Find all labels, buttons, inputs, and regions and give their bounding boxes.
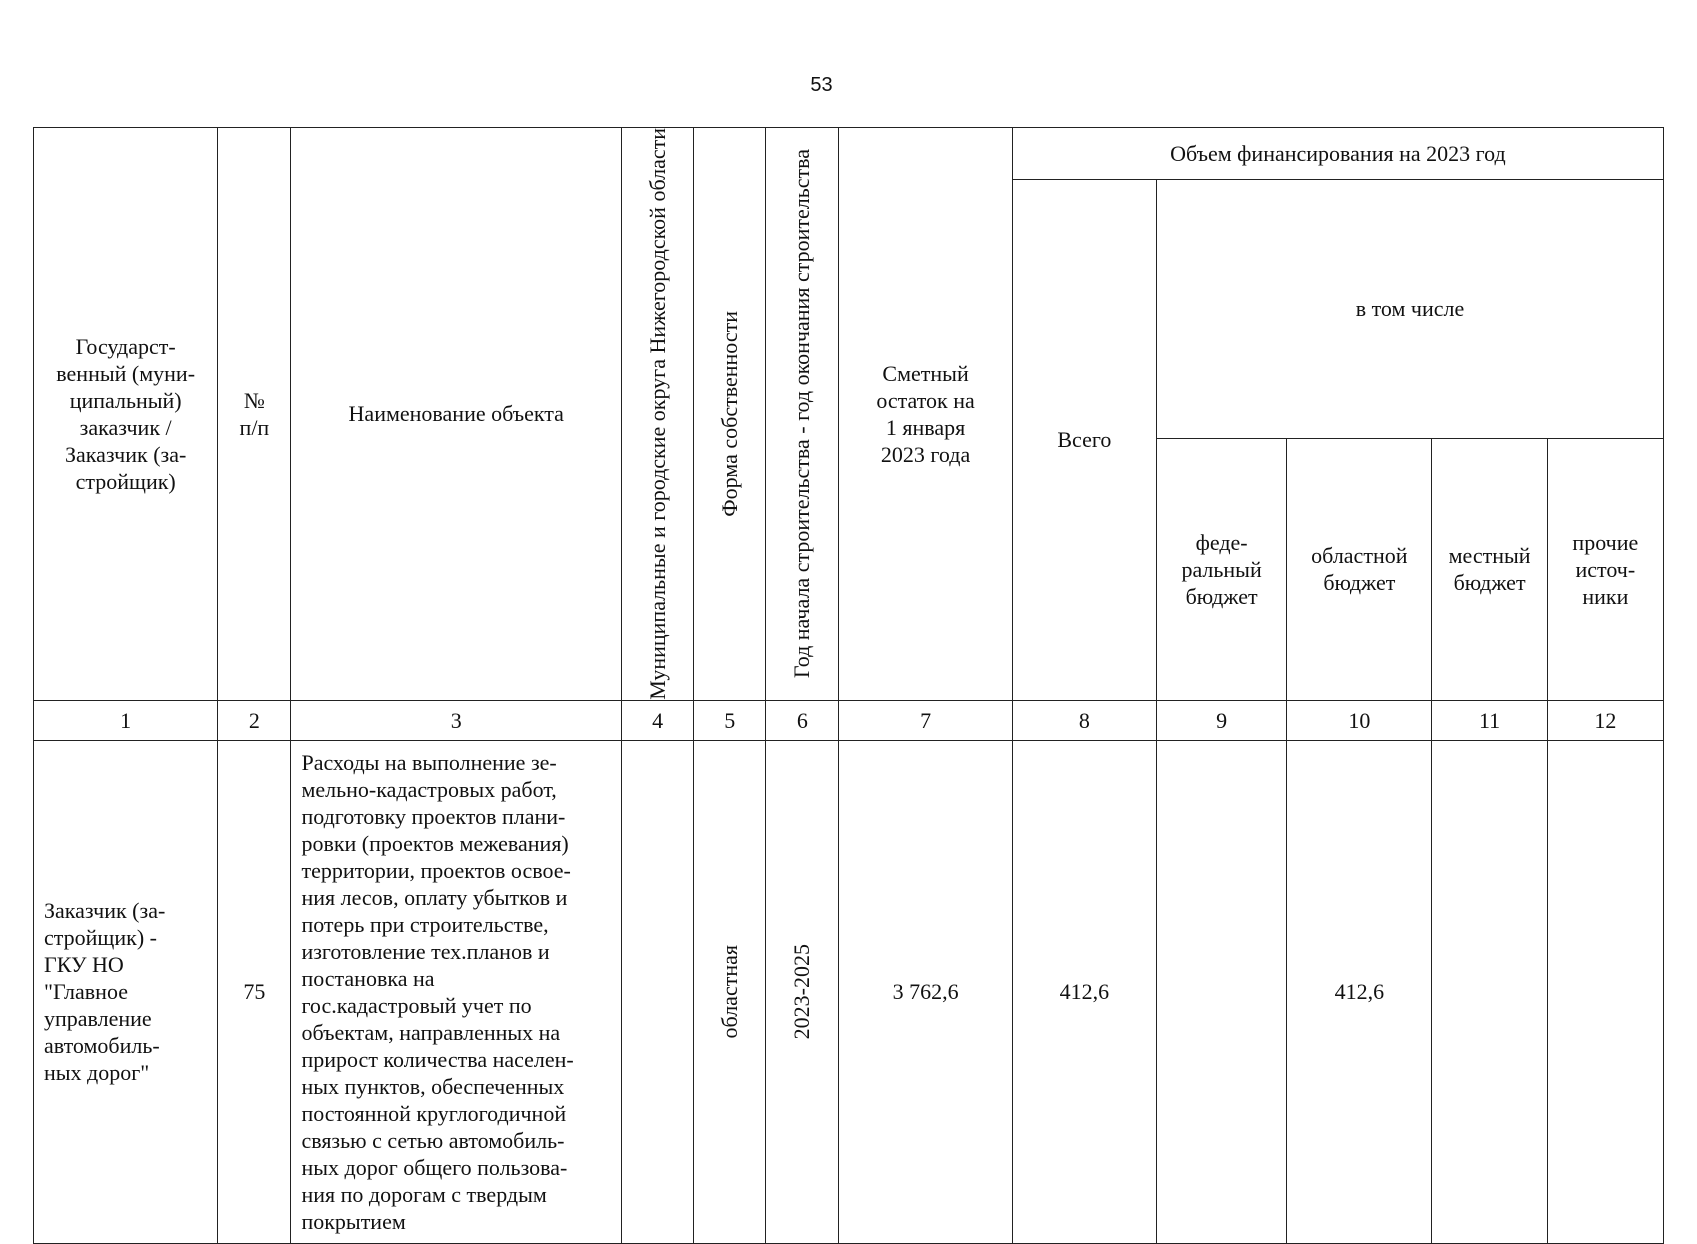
row-ownership-text: областная [716,944,742,1039]
header-other: прочие источ- ники [1547,438,1663,700]
column-number-row [34,700,1664,740]
header-row-1 [34,128,1664,180]
row-years-text: 2023-2025 [789,944,815,1040]
row-local [1432,740,1547,1243]
column-number: 2 [218,700,291,740]
header-number: № п/п [218,128,291,701]
header-years-text: Год начала строительства - год окончания строительства [789,149,815,679]
column-number: 6 [766,700,839,740]
row-municipality [622,740,694,1243]
header-estimate-balance: Сметный остаток на 1 января 2023 года [839,128,1012,701]
header-federal: феде- ральный бюджет [1156,438,1286,700]
column-number: 1 [34,700,218,740]
table-row [34,740,1664,1243]
header-municipality-text: Муниципальные и городские округа Нижегородской области [644,128,670,700]
row-years [766,740,839,1243]
row-federal [1156,740,1286,1243]
row-customer: Заказчик (за- стройщик) - ГКУ НО "Главное управление автомобиль- ных дорог" [34,740,218,1243]
header-ownership-text: Форма собственности [716,310,742,517]
row-object-name: Расходы на выполнение зе- мельно-кадастровых работ, подготовку проектов плани- ровки (проектов межевания) территории, проектов освое- ния лесов, оплату убытков и потерь при строительстве, изготовление тех.планов и постановка на гос.кадастровый учет по объектам, направленных на прирост количества населен- ных пунктов, обеспеченных постоянной круглогодичной связью с сетью автомобиль- ных дорог общего пользова- ния по дорогам с твердым покрытием [291,740,622,1243]
header-object-name: Наименование объекта [291,128,622,701]
header-total: Всего [1012,180,1156,701]
row-other [1547,740,1663,1243]
column-number: 7 [839,700,1012,740]
header-funding-group: Объем финансирования на 2023 год [1012,128,1663,180]
header-years [766,128,839,701]
funding-table [33,127,1664,1244]
column-number: 9 [1156,700,1286,740]
header-local: местный бюджет [1432,438,1547,700]
row-ownership [694,740,766,1243]
row-estimate-balance: 3 762,6 [839,740,1012,1243]
header-municipality [622,128,694,701]
column-number: 3 [291,700,622,740]
column-number: 5 [694,700,766,740]
header-including: в том числе [1156,180,1663,439]
row-total: 412,6 [1012,740,1156,1243]
header-ownership [694,128,766,701]
column-number: 8 [1012,700,1156,740]
header-customer: Государст- венный (муни- ципальный) заказчик / Заказчик (за- стройщик) [34,128,218,701]
header-regional: областной бюджет [1287,438,1432,700]
column-number: 4 [622,700,694,740]
column-number: 12 [1547,700,1663,740]
page-number: 53 [810,74,833,96]
row-number: 75 [218,740,291,1243]
column-number: 11 [1432,700,1547,740]
column-number: 10 [1287,700,1432,740]
row-regional: 412,6 [1287,740,1432,1243]
